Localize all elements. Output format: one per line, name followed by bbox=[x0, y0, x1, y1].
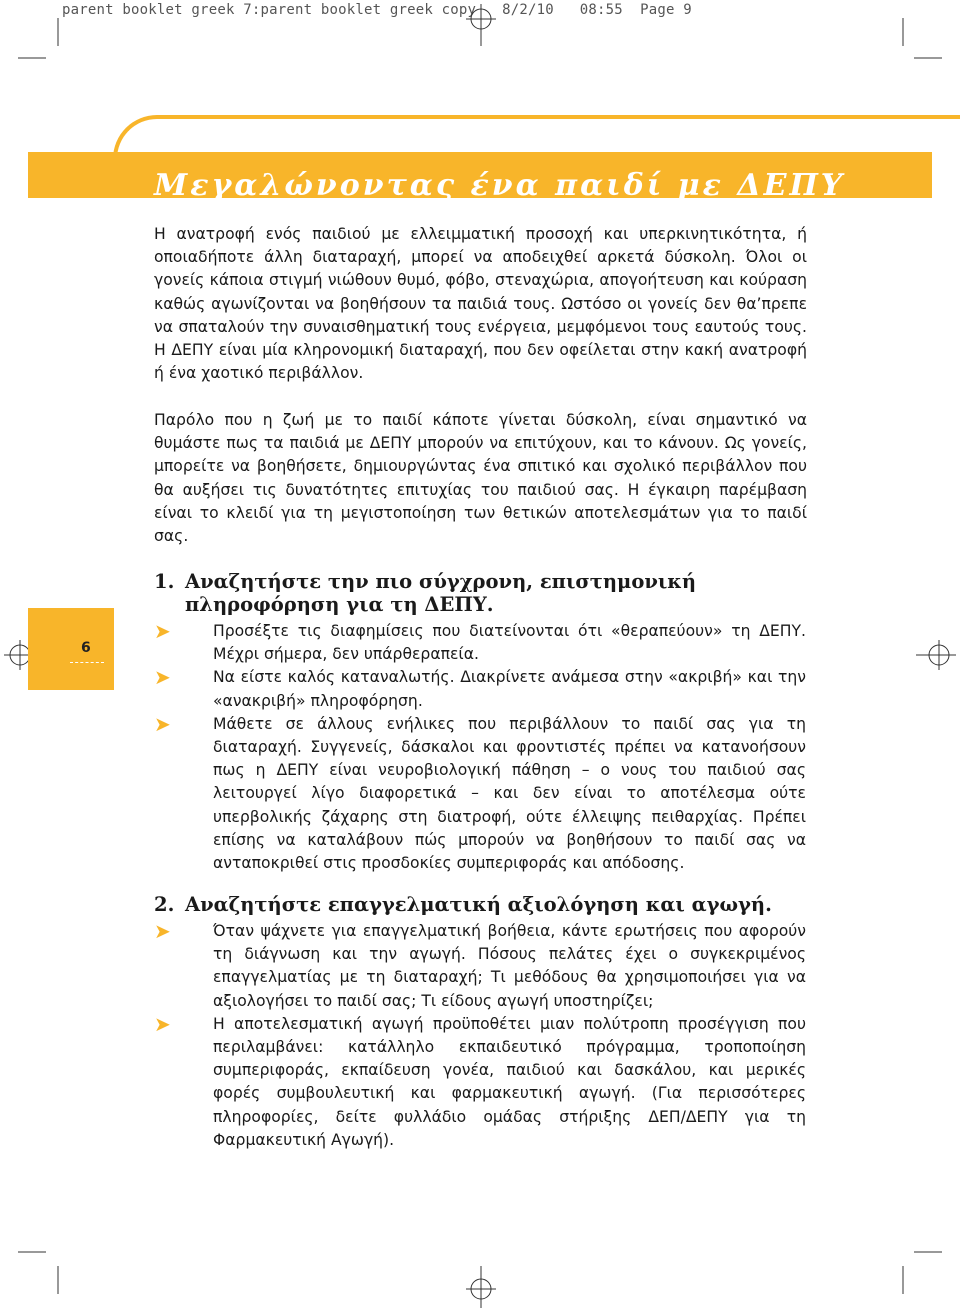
arrow-bullet-icon: ➤ bbox=[154, 711, 171, 736]
print-slug-line: parent booklet greek 7:parent booklet greek copy 8/2/10 08:55 Page 9 bbox=[62, 2, 692, 18]
section-1 bbox=[154, 570, 814, 875]
intro-paragraph-1: Η ανατροφή ενός παιδιού με ελλειμματική προσοχή και υπερκινητικότητα, ή οποιαδήποτε άλλη διαταραχή, μπορεί να αποδειχθεί αρκετά δύσκολη. Όλοι οι γονείς κάποια στιγμή νιώθουν θυμό, φόβο, στεναχώρια, απογοήτευση και κούραση καθώς αγωνίζονται να βοηθήσουν τα παιδιά τους. Ωστόσο οι γονείς δεν θα’πρεπε να σπαταλούν την συναισθηματική τους ενέργεια, μεμφόμενοι τους εαυτούς τους. Η ΔΕΠΥ είναι μία κληρονομική διαταραχή, που δεν οφείλεται στην κακή ανατροφή ή ένα χαοτικό περιβάλλον. bbox=[154, 225, 807, 383]
registration-mark-top bbox=[466, 4, 496, 46]
intro-paragraph-2: Παρόλο που η ζωή με το παιδί κάποτε γίνεται δύσκολη, είναι σημαντικό να θυμάστε πως τα παιδιά με ΔΕΠΥ μπορούν να επιτύχουν, και το κάνουν. Ως γονείς, μπορείτε να βοηθήσετε, δημιουργώντας ένα σπιτικό και σχολικό περιβάλλον που θα αυξήσει τις δυνατότητες επιτυχίας του παιδιού σας. Η έγκαιρη παρέμβαση είναι το κλειδί για τη μεγιστοποίηση των θετικών αποτελεσμάτων για το παιδί σας. bbox=[154, 411, 807, 546]
list-item bbox=[154, 713, 814, 875]
page-title: Μεγαλώνοντας ένα παιδί με ΔΕΠΥ bbox=[154, 168, 846, 203]
section-1-heading-line2: πληροφόρηση για τη ΔΕΠΥ. bbox=[185, 593, 494, 616]
arrow-bullet-icon: ➤ bbox=[154, 1011, 171, 1036]
list-item-text: Προσέξτε τις διαφημίσεις που διατείνονται ότι «θεραπεύουν» τη ΔΕΠΥ. Μέχρι σήμερα, δεν υπάρθεραπεία. bbox=[213, 622, 806, 664]
list-item bbox=[154, 1013, 814, 1152]
list-item bbox=[154, 666, 814, 712]
registration-mark-right bbox=[916, 640, 956, 670]
section-2-heading bbox=[154, 893, 814, 916]
arrow-bullet-icon: ➤ bbox=[154, 619, 171, 643]
section-2-number: 2. bbox=[154, 893, 175, 916]
section-1-number: 1. bbox=[154, 570, 175, 593]
list-item-text: Η αποτελεσματική αγωγή προϋποθέτει μιαν πολύτροπη προσέγγιση που περιλαμβάνει: κατάλληλο εκπαιδευτικό πρόγραμμα, τροποποίηση συμπεριφοράς, εκπαίδευση γονέα, παιδιού και δασκάλου, και μερικές φορές συμβουλευτική και φαρμακευτική αγωγή. (Για περισσότερες πληροφορίες, δείτε φυλλάδιο ομάδας στήριξης ΔΕΠ/ΔΕΠΥ για τη Φαρμακευτική Αγωγή). bbox=[213, 1014, 806, 1149]
registration-mark-bottom bbox=[466, 1266, 496, 1308]
list-item bbox=[154, 920, 814, 1013]
arrow-bullet-icon: ➤ bbox=[154, 919, 171, 943]
section-2 bbox=[154, 893, 814, 1152]
section-1-heading-line1: Αναζητήστε την πιο σύγχρονη, επιστημονική bbox=[185, 570, 697, 593]
arrow-bullet-icon: ➤ bbox=[154, 665, 171, 690]
page-number-rule bbox=[70, 662, 104, 663]
page-number: 6 bbox=[81, 640, 91, 656]
list-item bbox=[154, 620, 814, 666]
list-item-text: Μάθετε σε άλλους ενήλικες που περιβάλλουν το παιδί σας για τη διαταραχή. Συγγενείς, δάσκαλοι και φροντιστές πρέπει να κατανοήσουν πως η ΔΕΠΥ είναι νευροβιολογική πάθηση – ο νους του παιδιού σας λειτουργεί λίγο διαφορετικά – και δεν είναι το αποτέλεσμα ούτε υπερβολικής ζάχαρης στη διατροφή, ούτε έλλειψης πειθαρχίας. Πρέπει επίσης να καταλάβουν πώς μπορούν να βοηθήσουν το παιδί σας να ανταποκριθεί στις προσδοκίες συμπεριφοράς και απόδοσης. bbox=[213, 714, 806, 873]
page-number-tab bbox=[28, 608, 114, 690]
section-1-heading bbox=[154, 570, 814, 616]
list-item-text: Όταν ψάχνετε για επαγγελματική βοήθεια, κάντε ερωτήσεις που αφορούν τη διάγνωση και την αγωγή. Πόσους πελάτες έχει ο συγκεκριμένος επαγγελματίας με τη διαταραχή; Τι μεθόδους θα χρησιμοποιήσει για να αξιολογήσει το παιδί σας; Τι είδους αγωγή υποστηρίζει; bbox=[213, 922, 806, 1010]
list-item-text: Να είστε καλός καταναλωτής. Διακρίνετε ανάμεσα στην «ακριβή» και την «ανακριβή» πληροφόρηση. bbox=[213, 668, 806, 710]
section-2-heading-line1: Αναζητήστε επαγγελματική αξιολόγηση και αγωγή. bbox=[185, 893, 772, 916]
